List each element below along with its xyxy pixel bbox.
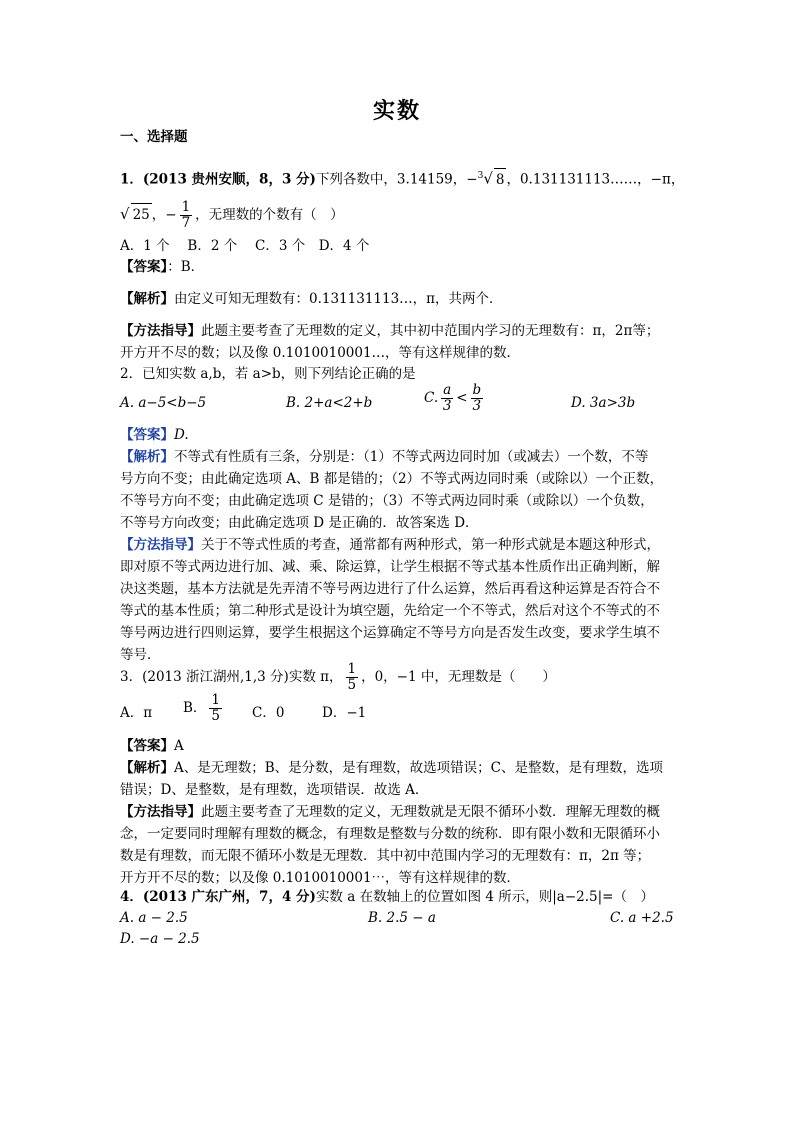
- q1-text3: ，−: [151, 207, 177, 223]
- q2-frac2-den: 3: [472, 398, 482, 414]
- q2-analysis-line4: 不等号方向改变；由此确定选项 D 是正确的．故答案选 D．: [120, 515, 479, 531]
- q1-stem-line1: [120, 165, 684, 191]
- q3-frac-den: 5: [347, 677, 357, 693]
- radical-icon: √: [120, 205, 130, 223]
- q1-frac-den: 7: [181, 215, 191, 231]
- q2-frac1-num: a: [443, 382, 452, 398]
- q3-analysis-text1: A、是无理数；B、是分数，是有理数，故选项错误；C、是整数，是有理数，选项: [174, 760, 663, 776]
- q2-frac1-den: 3: [442, 398, 452, 414]
- q3-stem-text2: ，0，−1 中，无理数是（ ）: [361, 669, 556, 685]
- q2-option-c-label: C.: [424, 390, 439, 406]
- q2-option-b: B. 2+a<2+b: [286, 395, 373, 411]
- q2-method-line2: 即对原不等式两边进行加、减、乘、除运算，让学生根据不等式基本性质作出正确判断，解: [120, 559, 660, 575]
- q1-method-line1: [120, 320, 659, 342]
- q1-source: 1．(2013 贵州安顺，8，3 分): [120, 171, 316, 188]
- q2-method-line1: [120, 534, 660, 556]
- q2-method-label: 【方法指导】: [120, 537, 201, 553]
- q1-text: 下列各数中，3.14159，: [315, 171, 467, 188]
- q2-lt: <: [456, 390, 468, 406]
- q1-answer: [120, 256, 204, 278]
- q2-answer-label: 【答案】: [120, 427, 174, 443]
- q1-frac-num: 1: [181, 199, 191, 215]
- q2-answer-value: D.: [174, 427, 189, 443]
- q1-sqrt-radicand: 25: [131, 203, 152, 226]
- q3-option-b: [183, 693, 225, 724]
- q2-frac2-num: b: [472, 382, 482, 398]
- q2-option-a: A. a−5<b−5: [120, 395, 207, 411]
- q3-method-line2: 念，一定要同时理解有理数的概念，有理数是整数与分数的统称．即有限小数和无限循环小: [120, 826, 660, 842]
- q3-answer-value: A: [174, 738, 184, 754]
- q2-analysis-line2: 号方向不变；由此确定选项 A、B 都是错的；（2）不等式两边同时乘（或除以）一个正数，: [120, 471, 664, 487]
- q1-options: A．1 个 B．2 个 C．3 个 D．4 个: [120, 238, 370, 254]
- q3-option-d: D．−1: [322, 705, 367, 721]
- radical-icon: √: [483, 169, 493, 188]
- q3-analysis-line2: 错误；D、是整数，是有理数，选项错误．故选 A．: [120, 782, 429, 798]
- q2-method-line5: 等号两边进行四则运算，要学生根据这个运算确定不等号方向是否发生改变，要求学生填不: [120, 625, 660, 641]
- q1-method-text1: 此题主要考查了无理数的定义，其中初中范围内学习的无理数有：π，2π等；: [201, 323, 660, 339]
- q2-frac2: [471, 383, 484, 414]
- q4-option-b: B. 2.5 − a: [368, 910, 436, 926]
- q1-analysis-label: 【解析】: [120, 291, 174, 307]
- q3-fraction: [346, 662, 359, 693]
- q2-method-text1: 关于不等式性质的考查，通常都有两种形式，第一种形式就是本题这种形式，: [201, 537, 660, 553]
- q3-answer: [120, 735, 184, 757]
- q2-option-d: D. 3a>3b: [571, 395, 636, 411]
- q3-option-a: A．π: [120, 705, 153, 721]
- q2-analysis-text1: 不等式有性质有三条，分别是：（1）不等式两边同时加（或减去）一个数，不等: [174, 449, 649, 465]
- q3-method-line3: 数是有理数，而无限不循环小数是无理数．其中初中范围内学习的无理数有：π，2π 等；: [120, 848, 651, 864]
- q2-method-line4: 等式的基本性质；第二种形式是设计为填空题，先给定一个不等式，然后对这个不等式的不: [120, 603, 660, 619]
- q2-method-line3: 决这类题，基本方法就是先弄清不等号两边进行了什么运算，然后再看这种运算是否符合不: [120, 581, 660, 597]
- q1-cube-radicand: 8: [494, 168, 507, 191]
- page-title: 实数: [372, 98, 421, 124]
- q3-option-b-frac: [209, 693, 222, 724]
- q1-stem-line2: [120, 200, 344, 231]
- q1-answer-value: ：B．: [167, 259, 205, 275]
- q1-method-label: 【方法指导】: [120, 323, 201, 339]
- q1-method-line2: 开方开不尽的数；以及像 0.1010010001…，等有这样规律的数．: [120, 345, 521, 361]
- q2-stem: 2．已知实数 a,b，若 a>b，则下列结论正确的是: [120, 366, 416, 382]
- q3-method-line1: [120, 801, 660, 823]
- q4-option-d: D. −a − 2.5: [120, 931, 200, 947]
- q3-analysis-label: 【解析】: [120, 760, 174, 776]
- q4-option-c: C. a +2.5: [610, 910, 674, 926]
- q4-source: 4．(2013 广东广州，7，4 分): [120, 889, 316, 905]
- q2-method-line6: 等号．: [120, 647, 161, 663]
- q1-answer-label: 【答案】: [120, 259, 168, 275]
- q1-fraction: [180, 200, 193, 231]
- q2-answer: [120, 424, 189, 446]
- q1-cube-index: 3: [477, 171, 484, 181]
- q4-stem: [120, 886, 654, 908]
- q3-stem: [120, 662, 556, 693]
- q1-text4: ，无理数的个数有（ ）: [195, 207, 344, 223]
- q1-neg-sign: −: [466, 171, 478, 188]
- q3-stem-text1: 3．(2013 浙江湖州,1,3 分)实数 π，: [120, 669, 343, 685]
- q3-analysis-line1: [120, 757, 663, 779]
- q3-frac-num: 1: [347, 661, 357, 677]
- q1-text2: ，0.131131113……，−π，: [506, 171, 685, 188]
- q2-option-c: [424, 383, 486, 414]
- q3-option-b-label: B．: [183, 700, 207, 716]
- q3-method-text1: 此题主要考查了无理数的定义，无理数就是无限不循环小数．理解无理数的概: [201, 804, 660, 820]
- q3-option-b-num: 1: [211, 692, 221, 708]
- q4-option-a: A. a − 2.5: [120, 910, 188, 926]
- q2-frac1: [441, 383, 453, 414]
- q3-answer-label: 【答案】: [120, 738, 174, 754]
- section-heading: 一、选择题: [120, 129, 188, 145]
- q3-method-label: 【方法指导】: [120, 804, 201, 820]
- q2-analysis-line3: 不等号方向不变；由此确定选项 C 是错的；（3）不等式两边同时乘（或除以）一个负数，: [120, 493, 654, 509]
- q1-analysis: [120, 288, 503, 310]
- q1-analysis-text: 由定义可知无理数有：0.131131113…，π，共两个．: [174, 291, 503, 307]
- q2-analysis-line1: [120, 446, 648, 468]
- q4-stem-text: 实数 a 在数轴上的位置如图 4 所示，则|a−2.5|=（ ）: [315, 889, 654, 905]
- q3-option-b-den: 5: [211, 708, 221, 724]
- q2-analysis-label: 【解析】: [120, 449, 174, 465]
- q3-method-line4: 开方开不尽的数；以及像 0.1010010001⋯，等有这样规律的数．: [120, 870, 521, 886]
- q3-option-c: C．0: [252, 705, 285, 721]
